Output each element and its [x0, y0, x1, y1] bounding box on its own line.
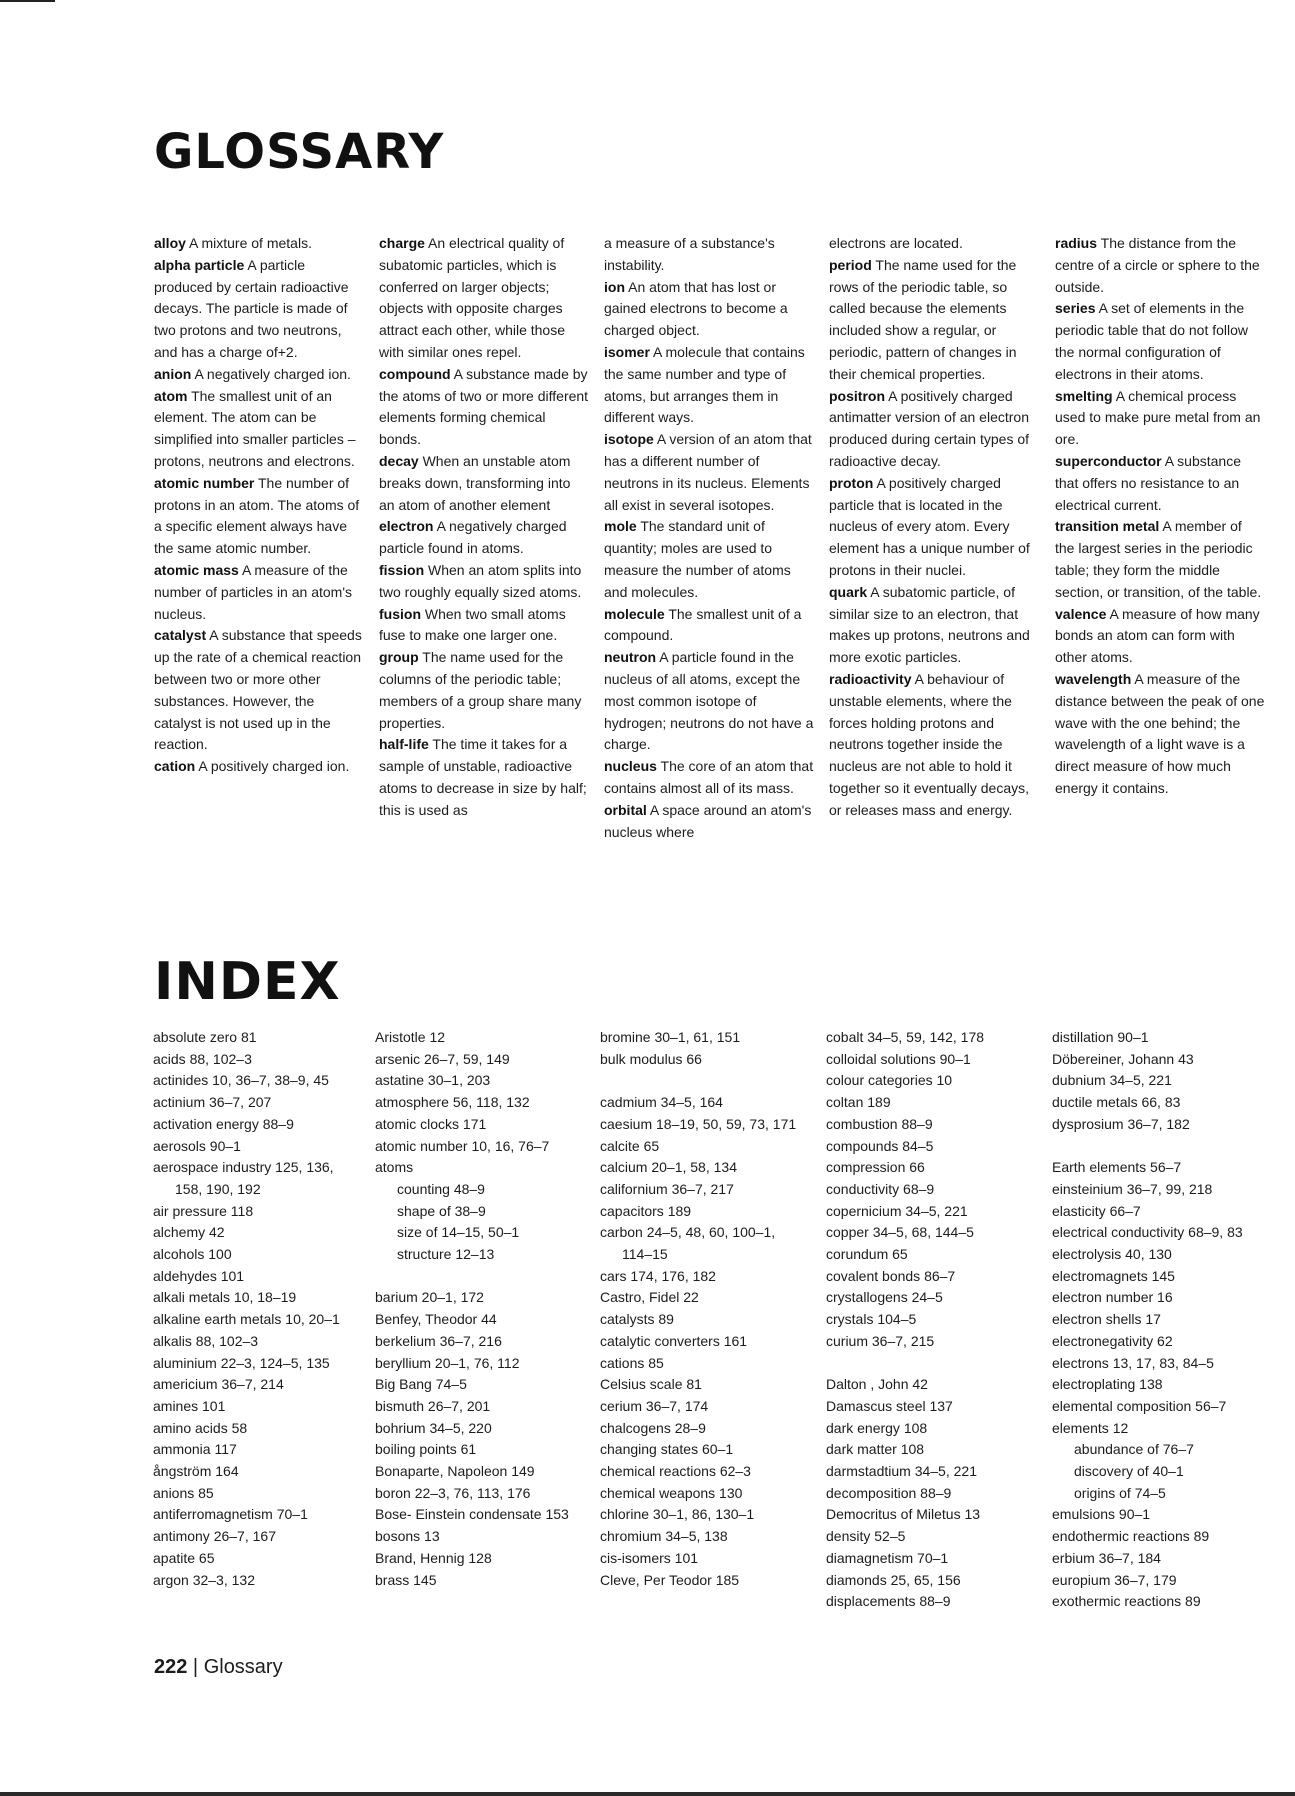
glossary-definition: The number of protons in an atom. The atoms of a specific element always have the same atomic number.: [154, 474, 360, 557]
glossary-entry: [154, 473, 364, 560]
glossary-entry: [829, 582, 1039, 669]
index-column-2: [375, 1027, 580, 1591]
index-entry: decomposition 88–9: [826, 1484, 952, 1501]
index-entry: boron 22–3, 76, 113, 176: [375, 1484, 531, 1501]
index-entry: astatine 30–1, 203: [375, 1072, 491, 1089]
index-entry: californium 36–7, 217: [600, 1180, 734, 1197]
index-entry: aldehydes 101: [153, 1267, 245, 1284]
glossary-column-5: [1055, 233, 1265, 800]
index-entry: boiling points 61: [375, 1441, 477, 1458]
index-entry: elements 12: [1052, 1419, 1129, 1436]
index-entry: Earth elements 56–7: [1052, 1159, 1182, 1176]
glossary-entry: [379, 451, 589, 516]
glossary-term: catalyst: [154, 627, 207, 644]
index-subentry: discovery of 40–1: [1074, 1463, 1184, 1480]
page-number: 222: [154, 1656, 188, 1678]
glossary-definition: A chemical process used to make pure metal from an ore.: [1055, 387, 1261, 448]
index-entry: Bonaparte, Napoleon 149: [375, 1463, 535, 1480]
glossary-definition: A measure of the distance between the peak of one wave with the one behind; the wavelength of a light wave is a direct measure of how much energy it contains.: [1055, 670, 1265, 796]
glossary-term: neutron: [604, 649, 657, 666]
glossary-definition: A measure of the number of particles in an atom's nucleus.: [154, 561, 352, 622]
footer-section: Glossary: [203, 1656, 283, 1678]
glossary-term: valence: [1055, 605, 1107, 622]
glossary-entry: [604, 647, 814, 756]
glossary-entry: [1055, 298, 1265, 385]
glossary-definition: A particle produced by certain radioactive decays. The particle is made of two protons and two neutrons, and has a charge of+2.: [154, 256, 349, 360]
index-subentry: structure 12–13: [397, 1246, 495, 1263]
glossary-definition: A member of the largest series in the periodic table; they form the middle section, or transition, of the table.: [1055, 518, 1262, 600]
glossary-entry: [154, 364, 364, 386]
glossary-definition: The core of an atom that contains almost all of its mass.: [604, 758, 814, 796]
index-entry: chlorine 30–1, 86, 130–1: [600, 1506, 755, 1523]
index-entry: antimony 26–7, 167: [153, 1528, 276, 1545]
glossary-term: isotope: [604, 431, 654, 448]
index-subentry: size of 14–15, 50–1: [397, 1224, 520, 1241]
glossary-entry: [604, 800, 814, 844]
glossary-entry: [604, 516, 814, 603]
glossary-definition: A subatomic particle, of similar size to an electron, that makes up protons, neutrons and more exotic particles.: [829, 583, 1030, 666]
index-entry: amino acids 58: [153, 1419, 248, 1436]
index-entry: Bose- Einstein condensate 153: [375, 1506, 569, 1523]
glossary-entry: [379, 560, 589, 604]
index-entry: elasticity 66–7: [1052, 1202, 1141, 1219]
index-letter-gap: [826, 1353, 1031, 1375]
index-entry: electron number 16: [1052, 1289, 1173, 1306]
glossary-term: positron: [829, 387, 885, 404]
index-subentry: shape of 38–9: [397, 1202, 486, 1219]
index-entry: electromagnets 145: [1052, 1267, 1175, 1284]
glossary-definition: A particle found in the nucleus of all atoms, except the most common isotope of hydrogen; neutrons do not have a charge.: [604, 649, 814, 753]
index-letter-gap: [375, 1266, 580, 1288]
glossary-entry: [379, 647, 589, 734]
index-entry: crystals 104–5: [826, 1311, 917, 1328]
index-entry: dark energy 108: [826, 1419, 928, 1436]
index-entry: capacitors 189: [600, 1202, 692, 1219]
index-entry: electron shells 17: [1052, 1311, 1161, 1328]
index-entry: darmstadtium 34–5, 221: [826, 1463, 977, 1480]
glossary-definition: An electrical quality of subatomic particles, which is conferred on larger objects; objects with opposite charges attract each other, while those with similar ones repel.: [379, 235, 565, 360]
glossary-definition: A molecule that contains the same number and type of atoms, but arranges them in different ways.: [604, 343, 805, 426]
index-entry: erbium 36–7, 184: [1052, 1549, 1161, 1566]
index-entry: berkelium 36–7, 216: [375, 1332, 502, 1349]
top-rule: [0, 0, 55, 2]
index-entry: aerosols 90–1: [153, 1137, 241, 1154]
glossary-term: transition metal: [1055, 518, 1160, 535]
glossary-term: radius: [1055, 235, 1098, 251]
index-column-5: [1052, 1027, 1257, 1613]
index-entry: alkalis 88, 102–3: [153, 1332, 259, 1349]
index-entry: cars 174, 176, 182: [600, 1267, 716, 1284]
bottom-rule: [0, 1792, 1295, 1796]
index-entry: Aristotle 12: [375, 1029, 446, 1045]
glossary-entry: [829, 386, 1039, 473]
index-entry: ångström 164: [153, 1463, 239, 1480]
glossary-term: molecule: [604, 605, 665, 622]
index-entry: emulsions 90–1: [1052, 1506, 1151, 1523]
glossary-term: anion: [154, 365, 192, 382]
index-entry: electronegativity 62: [1052, 1332, 1173, 1349]
index-entry: ductile metals 66, 83: [1052, 1094, 1181, 1111]
glossary-term: atomic mass: [154, 561, 239, 578]
index-entry: activation energy 88–9: [153, 1115, 294, 1132]
glossary-entry: [379, 604, 589, 648]
glossary-entry: [1055, 233, 1265, 298]
index-entry: air pressure 118: [153, 1202, 254, 1219]
glossary-term: nucleus: [604, 758, 657, 775]
index-entry: carbon 24–5, 48, 60, 100–1, 114–15: [600, 1224, 776, 1263]
index-subentry: counting 48–9: [397, 1180, 485, 1197]
glossary-definition: A mixture of metals.: [189, 235, 312, 251]
index-entry: exothermic reactions 89: [1052, 1593, 1201, 1610]
glossary-definition: A substance that speeds up the rate of a chemical reaction between two or more other substances. However, the catalyst is not used up in the reaction.: [154, 627, 362, 753]
glossary-entry: [604, 233, 814, 277]
glossary-column-3: [604, 233, 814, 843]
index-entry: Big Bang 74–5: [375, 1376, 467, 1393]
glossary-term: mole: [604, 518, 637, 535]
index-entry: bohrium 34–5, 220: [375, 1419, 492, 1436]
glossary-definition: When an atom splits into two roughly equally sized atoms.: [379, 561, 582, 600]
glossary-definition: A negatively charged particle found in atoms.: [379, 518, 567, 557]
index-entry: copernicium 34–5, 221: [826, 1202, 968, 1219]
glossary-entry: [1055, 604, 1265, 669]
index-entry: Döbereiner, Johann 43: [1052, 1050, 1194, 1067]
glossary-entry: [604, 756, 814, 800]
index-entry: electroplating 138: [1052, 1376, 1163, 1393]
glossary-entry: [604, 604, 814, 648]
index-entry: bismuth 26–7, 201: [375, 1397, 491, 1414]
index-entry: curium 36–7, 215: [826, 1332, 935, 1349]
index-entry: alkaline earth metals 10, 20–1: [153, 1311, 340, 1328]
glossary-definition: The name used for the rows of the periodic table, so called because the elements included show a regular, or periodic, pattern of changes in their chemical properties.: [829, 256, 1017, 382]
index-entry: caesium 18–19, 50, 59, 73, 171: [600, 1115, 797, 1132]
index-column-1: [153, 1027, 358, 1591]
index-entry: cations 85: [600, 1354, 664, 1371]
glossary-definition: A set of elements in the periodic table that do not follow the normal configuration of electrons in their atoms.: [1055, 300, 1249, 382]
glossary-title: GLOSSARY: [154, 124, 445, 180]
index-entry: argon 32–3, 132: [153, 1571, 255, 1588]
index-entry: aluminium 22–3, 124–5, 135: [153, 1354, 330, 1371]
glossary-entry: [154, 625, 364, 756]
glossary-term: isomer: [604, 343, 650, 360]
index-entry: electrons 13, 17, 83, 84–5: [1052, 1354, 1214, 1371]
index-entry: Cleve, Per Teodor 185: [600, 1571, 740, 1588]
glossary-entry: [379, 516, 589, 560]
index-entry: atomic number 10, 16, 76–7: [375, 1137, 550, 1154]
index-entry: chalcogens 28–9: [600, 1419, 706, 1436]
glossary-definition: A positively charged particle that is located in the nucleus of every atom. Every element has a unique number of protons in their nuclei.: [829, 474, 1030, 578]
index-entry: catalysts 89: [600, 1311, 674, 1328]
index-entry: actinides 10, 36–7, 38–9, 45: [153, 1072, 329, 1089]
index-entry: distillation 90–1: [1052, 1029, 1149, 1045]
index-entry: actinium 36–7, 207: [153, 1094, 272, 1111]
index-entry: alkali metals 10, 18–19: [153, 1289, 297, 1306]
index-entry: ammonia 117: [153, 1441, 237, 1458]
glossary-entry: [829, 233, 1039, 255]
index-entry: colloidal solutions 90–1: [826, 1050, 971, 1067]
index-entry: amines 101: [153, 1397, 226, 1414]
glossary-entry: [379, 364, 589, 451]
index-entry: europium 36–7, 179: [1052, 1571, 1177, 1588]
glossary-entry: [379, 233, 589, 364]
glossary-definition: The smallest unit of a compound.: [604, 605, 802, 644]
index-letter-gap: [600, 1070, 805, 1092]
index-entry: barium 20–1, 172: [375, 1289, 484, 1306]
glossary-entry: [154, 560, 364, 625]
index-entry: dark matter 108: [826, 1441, 925, 1458]
glossary-column-2: [379, 233, 589, 822]
index-entry: americium 36–7, 214: [153, 1376, 284, 1393]
glossary-term: radioactivity: [829, 670, 912, 687]
glossary-term: alloy: [154, 235, 186, 251]
index-entry: alcohols 100: [153, 1246, 232, 1263]
index-entry: chemical reactions 62–3: [600, 1463, 751, 1480]
index-entry: Benfey, Theodor 44: [375, 1311, 497, 1328]
glossary-definition: The distance from the centre of a circle or sphere to the outside.: [1055, 235, 1260, 295]
glossary-entry: [379, 734, 589, 821]
glossary-definition: a measure of a substance's instability.: [604, 235, 775, 273]
glossary-definition: The time it takes for a sample of unstable, radioactive atoms to decrease in size by half; this is used as: [379, 736, 587, 818]
glossary-definition: A version of an atom that has a different number of neutrons in its nucleus. Elements all exist in several isotopes.: [604, 431, 812, 513]
glossary-entry: [829, 669, 1039, 822]
glossary-definition: An atom that has lost or gained electrons to become a charged object.: [604, 278, 788, 339]
glossary-entry: [154, 233, 364, 255]
glossary-term: series: [1055, 300, 1096, 317]
glossary-term: half-life: [379, 736, 429, 753]
index-entry: corundum 65: [826, 1246, 908, 1263]
index-entry: Dalton , John 42: [826, 1376, 928, 1393]
index-entry: Celsius scale 81: [600, 1376, 702, 1393]
glossary-entry: [604, 342, 814, 429]
index-entry: acids 88, 102–3: [153, 1050, 252, 1067]
glossary-entry: [154, 756, 364, 778]
footer-separator: |: [187, 1656, 204, 1678]
glossary-term: period: [829, 256, 872, 273]
index-entry: cerium 36–7, 174: [600, 1397, 709, 1414]
index-entry: cis-isomers 101: [600, 1549, 699, 1566]
glossary-entry: [1055, 516, 1265, 603]
glossary-entry: [829, 473, 1039, 582]
glossary-term: fusion: [379, 605, 421, 622]
index-entry: covalent bonds 86–7: [826, 1267, 956, 1284]
index-entry: density 52–5: [826, 1528, 906, 1545]
index-entry: dysprosium 36–7, 182: [1052, 1115, 1190, 1132]
glossary-entry: [829, 255, 1039, 386]
glossary-term: smelting: [1055, 387, 1113, 404]
index-entry: calcium 20–1, 58, 134: [600, 1159, 737, 1176]
index-entry: elemental composition 56–7: [1052, 1397, 1227, 1414]
index-entry: copper 34–5, 68, 144–5: [826, 1224, 974, 1241]
index-entry: dubnium 34–5, 221: [1052, 1072, 1172, 1089]
index-column-4: [826, 1027, 1031, 1613]
index-column-3: [600, 1027, 805, 1591]
index-subentry: origins of 74–5: [1074, 1484, 1166, 1501]
index-entry: bulk modulus 66: [600, 1050, 702, 1067]
glossary-term: electron: [379, 518, 434, 535]
glossary-term: atom: [154, 387, 188, 404]
glossary-definition: A substance that offers no resistance to an electrical current.: [1055, 452, 1241, 513]
glossary-term: alpha particle: [154, 256, 245, 273]
index-entry: combustion 88–9: [826, 1115, 933, 1132]
index-entry: cadmium 34–5, 164: [600, 1094, 723, 1111]
index-entry: electrolysis 40, 130: [1052, 1246, 1172, 1263]
index-entry: Brand, Hennig 128: [375, 1549, 492, 1566]
glossary-definition: A positively charged antimatter version of an electron produced during certain types of radioactive decay.: [829, 387, 1030, 469]
glossary-definition: A positively charged ion.: [198, 758, 350, 775]
glossary-term: ion: [604, 278, 625, 295]
glossary-definition: When an unstable atom breaks down, transforming into an atom of another element: [379, 452, 571, 513]
glossary-term: superconductor: [1055, 452, 1162, 469]
glossary-term: quark: [829, 583, 868, 600]
index-entry: Democritus of Miletus 13: [826, 1506, 981, 1523]
glossary-column-4: [829, 233, 1039, 822]
glossary-definition: A behaviour of unstable elements, where the forces holding protons and neutrons together inside the nucleus are not able to hold it together so it eventually decays, or releases mass and energy.: [829, 670, 1030, 818]
glossary-column-1: [154, 233, 364, 778]
index-entry: conductivity 68–9: [826, 1180, 935, 1197]
glossary-term: cation: [154, 758, 196, 775]
index-entry: aerospace industry 125, 136, 158, 190, 192: [153, 1159, 334, 1197]
index-entry: endothermic reactions 89: [1052, 1528, 1210, 1545]
glossary-term: wavelength: [1055, 670, 1132, 687]
index-entry: catalytic converters 161: [600, 1332, 748, 1349]
index-entry: antiferromagnetism 70–1: [153, 1506, 308, 1523]
glossary-entry: [1055, 451, 1265, 516]
index-entry: Damascus steel 137: [826, 1397, 953, 1414]
index-entry: bosons 13: [375, 1528, 440, 1545]
index-entry: einsteinium 36–7, 99, 218: [1052, 1180, 1213, 1197]
index-entry: coltan 189: [826, 1094, 891, 1111]
index-entry: alchemy 42: [153, 1224, 225, 1241]
index-entry: absolute zero 81: [153, 1029, 257, 1045]
index-subentry: abundance of 76–7: [1074, 1441, 1194, 1458]
glossary-term: decay: [379, 452, 419, 469]
index-entry: colour categories 10: [826, 1072, 953, 1089]
index-entry: compounds 84–5: [826, 1137, 934, 1154]
index-entry: brass 145: [375, 1571, 437, 1588]
glossary-definition: A negatively charged ion.: [194, 365, 351, 382]
glossary-definition: The name used for the columns of the periodic table; members of a group share many properties.: [379, 649, 582, 731]
index-entry: calcite 65: [600, 1137, 660, 1154]
glossary-term: proton: [829, 474, 874, 491]
glossary-definition: A substance made by the atoms of two or more different elements forming chemical bonds.: [379, 365, 589, 448]
index-entry: diamonds 25, 65, 156: [826, 1571, 961, 1588]
index-entry: atmosphere 56, 118, 132: [375, 1094, 530, 1111]
index-entry: apatite 65: [153, 1549, 215, 1566]
index-entry: changing states 60–1: [600, 1441, 734, 1458]
glossary-entry: [1055, 669, 1265, 800]
index-entry: beryllium 20–1, 76, 112: [375, 1354, 520, 1371]
index-entry: cobalt 34–5, 59, 142, 178: [826, 1029, 985, 1045]
glossary-definition: The smallest unit of an element. The atom can be simplified into smaller particles – protons, neutrons and electrons.: [154, 387, 356, 469]
index-entry: compression 66: [826, 1159, 925, 1176]
index-entry: diamagnetism 70–1: [826, 1549, 949, 1566]
glossary-definition: The standard unit of quantity; moles are used to measure the number of atoms and molecules.: [604, 518, 791, 600]
index-entry: electrical conductivity 68–9, 83: [1052, 1224, 1243, 1241]
glossary-definition: When two small atoms fuse to make one larger one.: [379, 605, 566, 644]
index-entry: bromine 30–1, 61, 151: [600, 1029, 741, 1045]
glossary-term: group: [379, 649, 419, 666]
glossary-definition: A measure of how many bonds an atom can form with other atoms.: [1055, 605, 1260, 666]
index-entry: anions 85: [153, 1484, 214, 1501]
glossary-entry: [1055, 386, 1265, 451]
glossary-definition: electrons are located.: [829, 235, 963, 251]
glossary-entry: [154, 255, 364, 364]
glossary-entry: [604, 429, 814, 516]
glossary-definition: A space around an atom's nucleus where: [604, 801, 812, 840]
index-entry: atoms: [375, 1159, 414, 1176]
glossary-term: orbital: [604, 801, 647, 818]
glossary-term: compound: [379, 365, 451, 382]
index-title: INDEX: [154, 952, 341, 1012]
index-entry: displacements 88–9: [826, 1593, 951, 1610]
index-entry: crystallogens 24–5: [826, 1289, 943, 1306]
index-entry: chemical weapons 130: [600, 1484, 743, 1501]
index-entry: Castro, Fidel 22: [600, 1289, 699, 1306]
glossary-term: fission: [379, 561, 425, 578]
index-entry: chromium 34–5, 138: [600, 1528, 728, 1545]
glossary-entry: [604, 277, 814, 342]
glossary-entry: [154, 386, 364, 473]
glossary-term: charge: [379, 235, 425, 251]
index-entry: atomic clocks 171: [375, 1115, 487, 1132]
index-letter-gap: [1052, 1136, 1257, 1158]
glossary-term: atomic number: [154, 474, 255, 491]
page-footer: [154, 1656, 283, 1679]
index-entry: arsenic 26–7, 59, 149: [375, 1050, 510, 1067]
